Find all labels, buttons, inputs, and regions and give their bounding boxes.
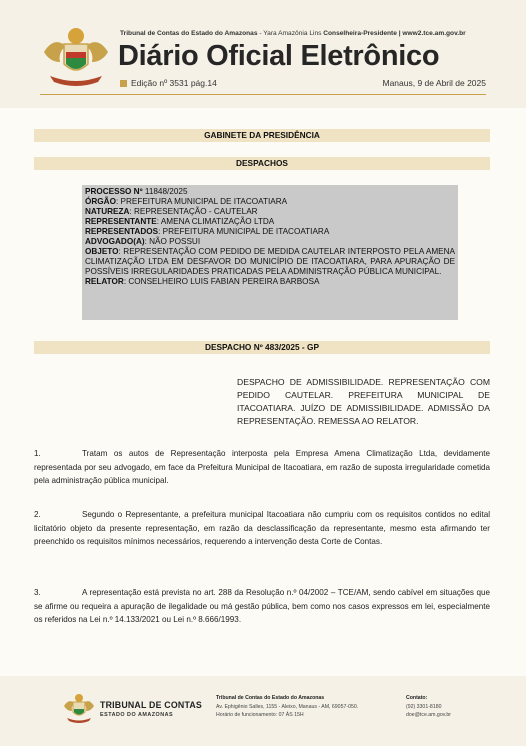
- paragraph-1: 1. Tratam os autos de Representação interposta pela Empresa Amena Climatização Ltda, devidamente representada por seu advogado, em face da Prefeitura Municipal de Itacoatiara, em razão de suposta irregularidade cometida pela administração pública municipal.: [34, 449, 490, 485]
- edition-info: Edição nº 3531 pág.14: [120, 78, 217, 88]
- header-tagline: Tribunal de Contas do Estado do Amazonas - Yara Amazônia Lins Conselheira-Presidente | www2.tce.am.gov.br: [120, 30, 466, 37]
- section-despacho-number: DESPACHO Nº 483/2025 - GP: [34, 341, 490, 354]
- process-number: PROCESSO Nº 11848/2025: [85, 187, 188, 196]
- process-representante: REPRESENTANTE: AMENA CLIMATIZAÇÃO LTDA: [85, 217, 275, 226]
- page-header: [0, 0, 526, 108]
- footer-brand: TRIBUNAL DE CONTAS: [100, 700, 202, 710]
- tce-footer-logo-icon: [62, 692, 96, 724]
- edition-square-icon: [120, 80, 127, 87]
- process-objeto: OBJETO: REPRESENTAÇÃO COM PEDIDO DE MEDIDA CAUTELAR INTERPOSTO PELA AMENA CLIMATIZAÇÃO LTDA EM DESFAVOR DO MUNICÍPIO DE ITACOATIARA, PARA APURAÇÃO DE POSSÍVEIS IRREGULARIDADES PRATICADAS PELA ADMINISTRAÇÃO PÚBLICA MUNICIPAL.: [85, 247, 455, 276]
- process-natureza: NATUREZA: REPRESENTAÇÃO - CAUTELAR: [85, 207, 258, 216]
- paragraph-2: 2. Segundo o Representante, a prefeitura municipal Itacoatiara não cumpriu com os requisitos contidos no edital licitatório objeto da presente representação, em razão da desclassificação da representante, mesmo esta afirmando ter preenchido os requisitos mínimos necessários, requerendo a intervenção desta Corte de Contas.: [34, 510, 490, 546]
- footer-brand-sub: ESTADO DO AMAZONAS: [100, 712, 174, 718]
- page-footer: [0, 676, 526, 746]
- tce-coat-of-arms-icon: [40, 22, 112, 88]
- header-divider: [40, 94, 486, 95]
- process-orgao: ÓRGÃO: PREFEITURA MUNICIPAL DE ITACOATIARA: [85, 197, 288, 206]
- process-representados: REPRESENTADOS: PREFEITURA MUNICIPAL DE ITACOATIARA: [85, 227, 330, 236]
- process-relator: RELATOR: CONSELHEIRO LUIS FABIAN PEREIRA BARBOSA: [85, 277, 320, 286]
- journal-title: Diário Oficial Eletrônico: [118, 40, 440, 72]
- paragraph-3: 3. A representação está prevista no art. 288 da Resolução n.º 04/2002 – TCE/AM, sendo cabível em situações que se afirme ou requeira a apuração de ilegalidade ou má gestão pública, bem como nos casos expressos em lei, especialmente os referidos na Lei n.º 14.133/2021 ou Lei n.º 8.666/1993.: [34, 588, 490, 624]
- footer-address: Tribunal de Contas do Estado do Amazonas Av. Ephigênio Salles, 1155 - Aleixo, Manaus - AM, 69057-050. Horário de funcionamento: 07 ÀS 15H: [216, 695, 359, 719]
- footer-contact: Contato: (92) 3301-8180 doe@tce.am.gov.br: [406, 695, 451, 719]
- footer-email-link[interactable]: doe@tce.am.gov.br: [406, 712, 451, 719]
- section-despachos: DESPACHOS: [34, 157, 490, 170]
- ementa-text: DESPACHO DE ADMISSIBILIDADE. REPRESENTAÇÃO COM PEDIDO CAUTELAR. PREFEITURA MUNICIPAL DE ITACOATIARA. JUÍZO DE ADMISSIBILIDADE. ADMISSÃO DA REPRESENTAÇÃO. REMESSA AO RELATOR.: [237, 377, 490, 426]
- section-gabinete: GABINETE DA PRESIDÊNCIA: [34, 129, 490, 142]
- process-advogado: ADVOGADO(A): NÃO POSSUI: [85, 237, 201, 246]
- process-info-box: [82, 185, 458, 320]
- publication-date: Manaus, 9 de Abril de 2025: [382, 78, 486, 88]
